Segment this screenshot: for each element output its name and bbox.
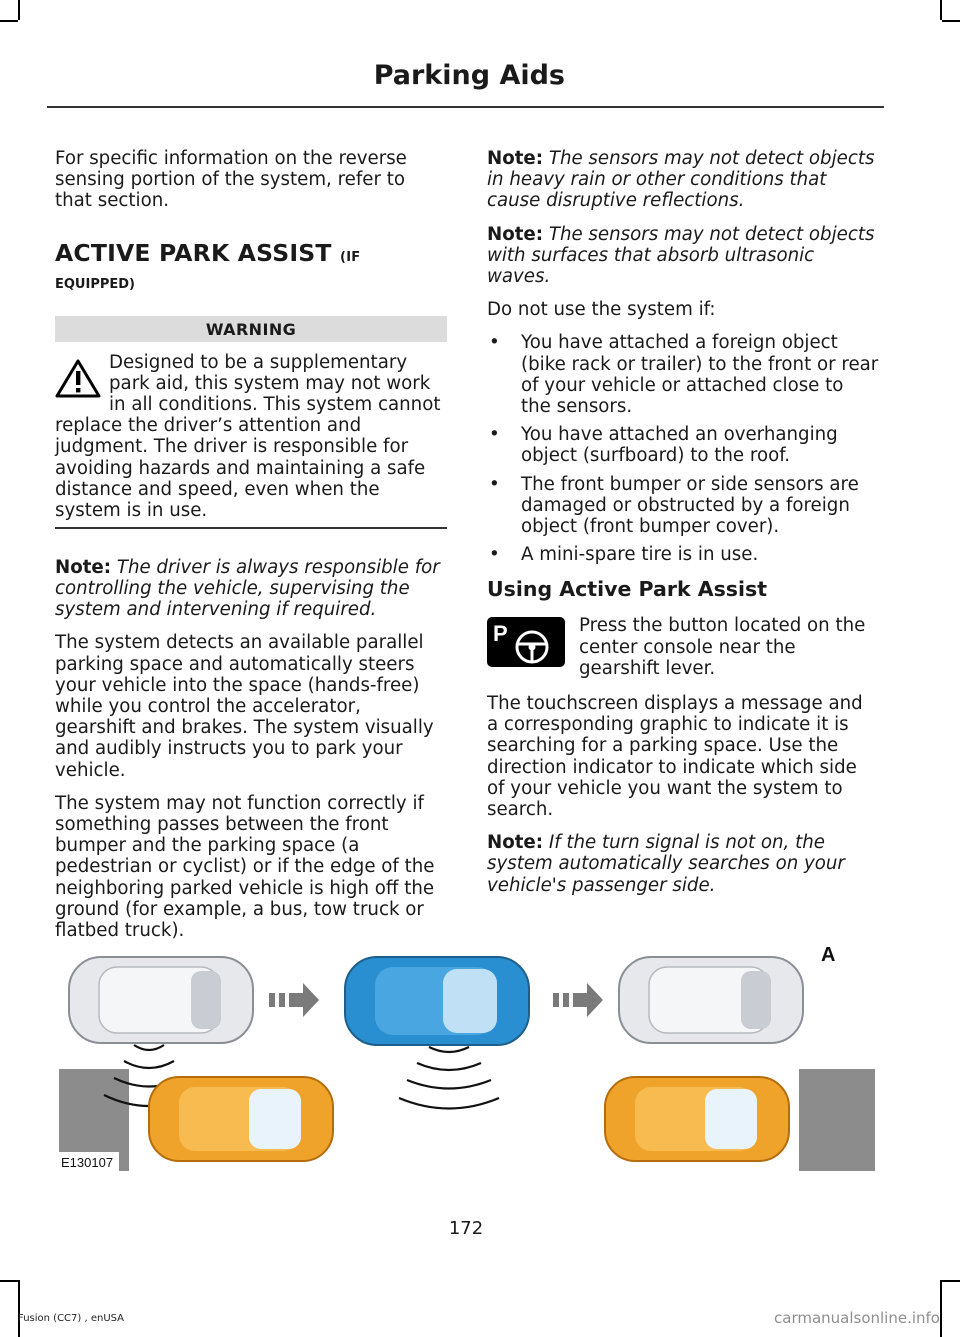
note-label: Note: <box>487 832 544 854</box>
list-item-text: You have attached an overhanging object (surfboard) to the roof. <box>521 424 838 467</box>
crop-mark <box>942 20 960 22</box>
note-text: The driver is always responsible for controlling the vehicle, supervising the system and intervening if required. <box>55 556 440 621</box>
section-qualifier-cont: EQUIPPED) <box>55 276 135 292</box>
curb-right <box>799 1069 875 1171</box>
silver-car-1 <box>69 957 253 1043</box>
header-divider <box>47 106 884 108</box>
note-label: Note: <box>55 556 112 578</box>
bullet-list <box>487 332 879 565</box>
arrow-icon <box>269 983 319 1017</box>
crop-mark <box>940 1280 942 1337</box>
do-not-use-intro: Do not use the system if: <box>487 299 716 321</box>
list-item <box>487 474 879 538</box>
note-text: If the turn signal is not on, the system automatically searches on your vehicle's passenger side. <box>487 832 845 896</box>
crop-mark <box>0 1280 18 1282</box>
parking-illustration <box>59 935 875 1171</box>
bullet-mark: • <box>489 424 500 446</box>
note-3 <box>487 224 879 288</box>
bullet-mark: • <box>489 473 500 495</box>
footer-text: Fusion (CC7) , enUSA <box>18 1313 125 1324</box>
figure-label-a: A <box>821 944 836 966</box>
paragraph-1: The system detects an available parallel parking space and automatically steers your vehicle into the space (hands-free) while you control the accelerator, gearshift and brakes. The system visually and audibly instructs you to park your vehicle. <box>55 632 434 781</box>
list-item <box>487 424 879 466</box>
orange-car-2 <box>605 1077 789 1161</box>
note-2 <box>487 148 879 212</box>
note-4 <box>487 832 879 896</box>
blue-car <box>345 957 529 1045</box>
paragraph-3: The touchscreen displays a message and a corresponding graphic to indicate it is searching for a parking space. Use the direction indicator to indicate which side of your vehicle you want the system to search. <box>487 693 863 821</box>
right-column <box>487 148 879 908</box>
note-label: Note: <box>487 148 544 169</box>
crop-mark <box>940 0 942 20</box>
note-label: Note: <box>487 223 544 245</box>
bullet-mark: • <box>489 544 500 566</box>
arrow-icon <box>553 983 603 1017</box>
warning-divider <box>55 527 447 529</box>
section-heading <box>55 238 447 273</box>
note-text: The sensors may not detect objects with surfaces that absorb ultrasonic waves. <box>487 223 875 288</box>
section-qualifier: (IF <box>340 249 361 265</box>
list-item <box>487 544 879 565</box>
left-column <box>55 148 447 953</box>
watermark: carmanualsonline.info <box>774 1309 940 1327</box>
intro-paragraph: For specific information on the reverse sensing portion of the system, refer to that section. <box>55 148 407 212</box>
note-text: The sensors may not detect objects in heavy rain or other conditions that cause disruptive reflections. <box>487 148 875 212</box>
parking-diagram <box>59 935 875 1171</box>
crop-mark <box>18 1280 20 1337</box>
list-item-text: A mini-spare tire is in use. <box>521 544 759 566</box>
svg-text:P: P <box>493 621 508 647</box>
note-1 <box>55 557 447 621</box>
image-id: E130107 <box>61 1155 114 1170</box>
warning-text: Designed to be a supplementary park aid, this system may not work in all conditions. This system cannot replace the driver’s attention and judgment. The driver is responsible for avoiding hazards and maintaining a safe distance and speed, even when the system is in use. <box>55 351 441 522</box>
paragraph-2: The system may not function correctly if something passes between the front bumper and the parking space (a pedestrian or cyclist) or if the edge of the neighboring parked vehicle is high off the ground (for example, a bus, tow truck or flatbed truck). <box>55 792 435 941</box>
park-assist-button-icon <box>487 617 565 667</box>
subheading: Using Active Park Assist <box>487 577 768 602</box>
button-instruction <box>487 615 879 679</box>
orange-car-1 <box>149 1077 333 1161</box>
warning-triangle-icon <box>55 358 101 398</box>
list-item <box>487 332 879 417</box>
list-item-text: The front bumper or side sensors are damaged or obstructed by a foreign object (front bumper cover). <box>521 473 859 538</box>
page-number: 172 <box>448 1218 484 1239</box>
bullet-mark: • <box>489 332 500 354</box>
crop-mark <box>942 1280 960 1282</box>
page-title: Parking Aids <box>373 60 565 91</box>
crop-mark <box>18 0 20 20</box>
list-item-text: You have attached a foreign object (bike rack or trailer) to the front or rear of your vehicle or attached close to the sensors. <box>521 332 879 418</box>
warning-label: WARNING <box>55 316 447 342</box>
section-title: ACTIVE PARK ASSIST <box>55 238 332 267</box>
press-button-text: Press the button located on the center console near the gearshift lever. <box>579 615 866 679</box>
warning-box <box>55 352 447 522</box>
silver-car-2 <box>619 957 803 1043</box>
crop-mark <box>0 20 18 22</box>
